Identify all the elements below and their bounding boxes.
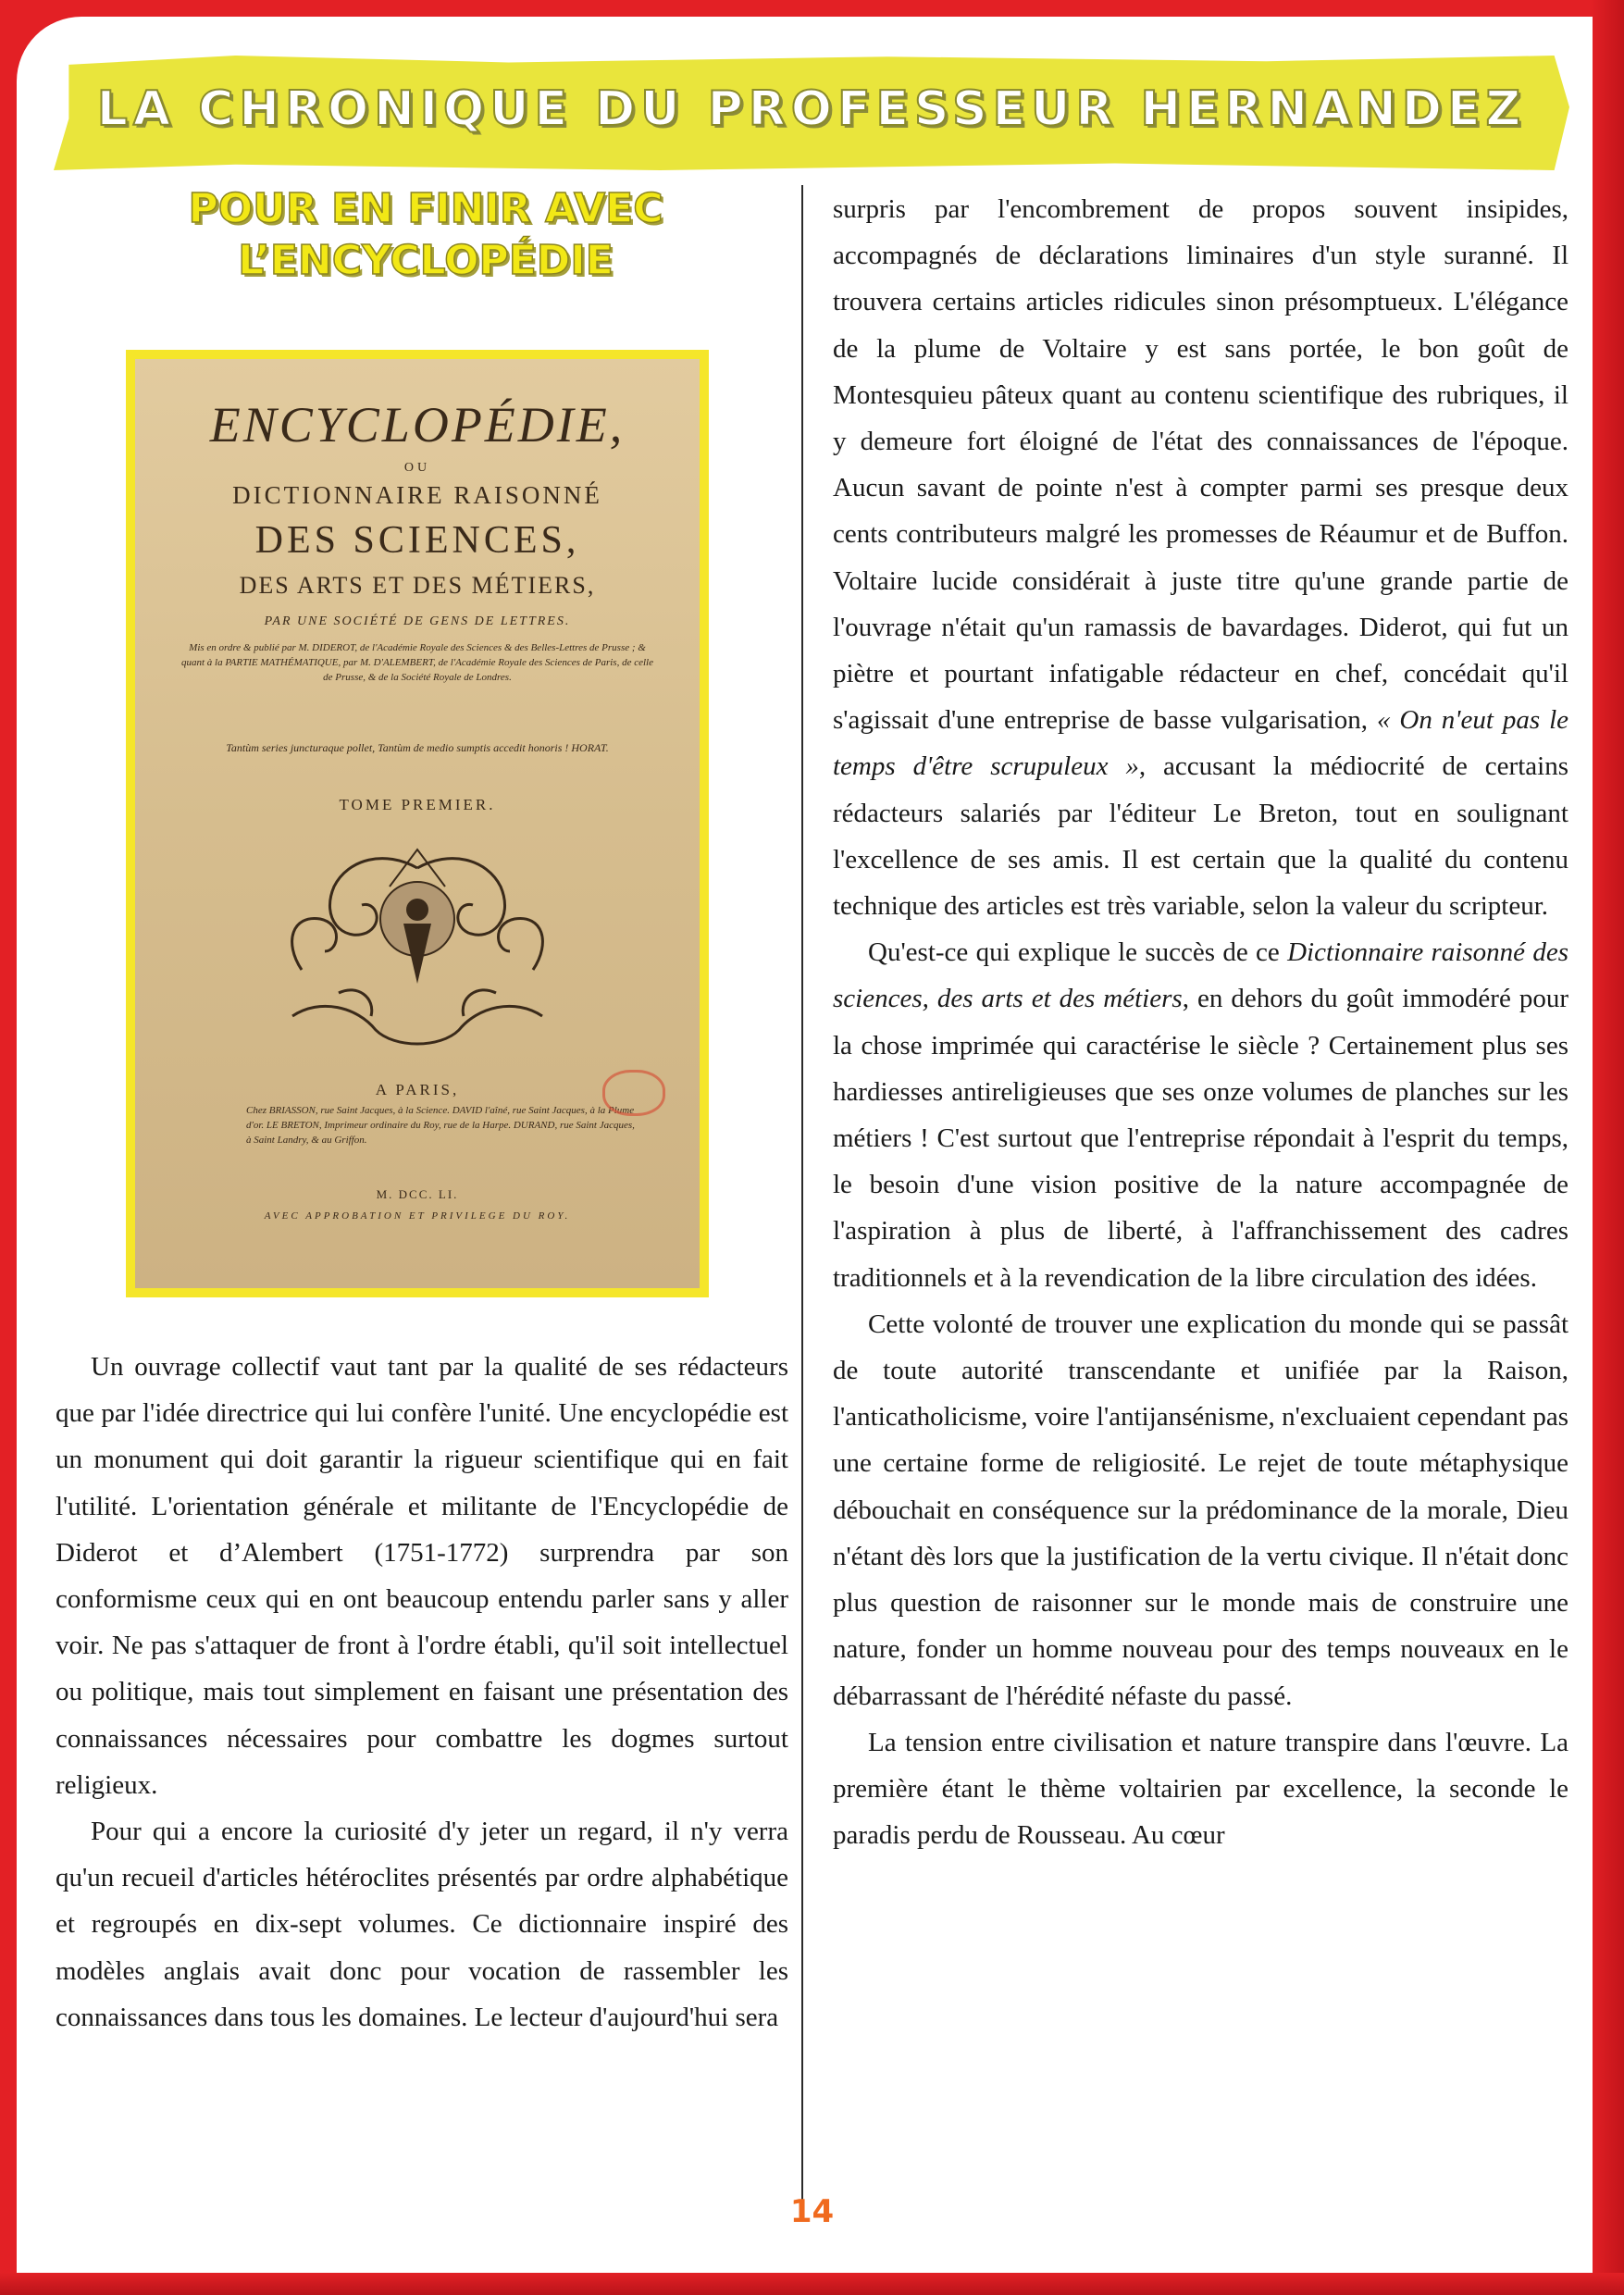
page-number: 14 — [789, 2193, 835, 2230]
encyclopedie-title-page-image — [135, 359, 700, 1288]
text-run: Qu'est-ce qui explique le succès de ce — [868, 937, 1280, 968]
left-column — [56, 1344, 788, 2041]
plate-line-sciences: DES SCIENCES, — [254, 519, 580, 562]
plate-motto: Tantùm series juncturaque pollet, Tantùm de medio sumptis accedit honoris ! HORAT. — [226, 741, 609, 754]
paragraph: Un ouvrage collectif vaut tant par la qualité de ses rédacteurs que par l'idée directrice qui lui confère l'unité. Une encyclopédie est un monument qui doit garantir la rigueur scientifique qui en fait l'utilité. L'orientation générale et militante de l'Encyclopédie de Diderot et d’Alembert (1751-1772) surprendra par son conformisme ceux qui en ont beaucoup entendu parler sans y aller voir. Ne pas s'attaquer de front à l'ordre établi, qu'il soit intellectuel ou politique, mais tout simplement en faisant une présentation des connaissances nécessaires pour combattre les dogmes surtout religieux. — [56, 1352, 788, 1800]
paragraph: La tension entre civilisation et nature transpire dans l'œuvre. La première étant le thème voltairien par excellence, la seconde le paradis perdu de Rousseau. Au cœur — [833, 1727, 1568, 1851]
banner-title: LA CHRONIQUE DU PROFESSEUR HERNANDEZ — [96, 81, 1527, 137]
plate-line-societe: PAR UNE SOCIÉTÉ DE GENS DE LETTRES. — [264, 614, 571, 628]
paragraph: Pour qui a encore la curiosité d'y jeter un regard, il n'y verra qu'un recueil d'articles hétéroclites présentés par ordre alphabétique et regroupés en dix-sept volumes. Ce dictionnaire inspiré des modèles anglais avait donc pour vocation de rassembler les connaissances dans tous les domaines. Le lecteur d'aujourd'hui sera — [56, 1817, 788, 2032]
frame-bottom-edge — [0, 2273, 1624, 2295]
text-run: , accusant la médiocrité de certains rédacteurs salariés par l'éditeur Le Breton, tout en soulignant l'excellence de ses amis. Il est certain que la qualité du contenu technique des articles est très variable, selon la valeur du scripteur. — [833, 751, 1568, 922]
frame-right-edge — [1591, 0, 1624, 2295]
column-divider — [801, 185, 803, 2212]
paragraph — [833, 186, 1568, 929]
right-column — [833, 186, 1568, 1858]
plate-publishers: Chez BRIASSON, rue Saint Jacques, à la Science. DAVID l'aîné, rue Saint Jacques, à la Plume d'or. LE BRETON, Imprimeur ordinaire du Roy, rue de la Harpe. DURAND, rue Saint Jacques, à Saint Landry, & au Griffon. — [246, 1105, 635, 1146]
text-run: surpris par l'encombrement de propos souvent insipides, accompagnés de déclarations liminaires d'un style suranné. Il trouvera certains articles ridicules sinon présomptueux. L'élégance de la plume de Voltaire y est sans portée, le bon goût de Montesquieu pâteux quant au contenu scientifique des rubriques, il y demeure fort éloigné de l'état des connaissances de l'époque. Aucun savant de pointe n'est à compter parmi ses presque deux cents contributeurs malgré les promesses de Réaumur et de Buffon. Voltaire lucide considérait à juste titre qu'une grande partie de l'ouvrage n'était qu'un ramassis de bavardages. Diderot, qui fut un piètre et pourtant infatigable rédacteur en chef, concédait qu'il s'agissait d'une entreprise de basse vulgarisation, — [833, 194, 1568, 736]
plate-place: A PARIS, — [375, 1081, 460, 1098]
book-title: Dictionnaire raisonné des sciences, des arts et des métiers — [833, 937, 1568, 1014]
paragraph — [833, 929, 1568, 1301]
quote: « On n'eut pas le temps d'être scrupuleux » — [833, 705, 1568, 782]
plate-title: ENCYCLOPÉDIE, — [209, 397, 626, 453]
plate-privilege: AVEC APPROBATION ET PRIVILEGE DU ROY. — [264, 1210, 571, 1222]
plate-line-dictionnaire: DICTIONNAIRE RAISONNÉ — [232, 481, 602, 509]
library-stamp-icon — [602, 1070, 665, 1116]
plate-ou: OU — [403, 461, 431, 475]
plate-line-arts: DES ARTS ET DES MÉTIERS, — [239, 572, 596, 599]
text-run: , en dehors du goût immodéré pour la chose imprimée qui caractérise le siècle ? Certainement plus ses hardiesses antireligieuses que ses onze volumes de planches sur les métiers ! C'est surtout que l'entreprise répondait à l'esprit du temps, le besoin d'une vision positive de la nature accompagnée de l'aspiration à plus de liberté, à l'affranchissement des cadres traditionnels et à la revendication de la libre circulation des idées. — [833, 984, 1568, 1293]
article-title: POUR EN FINIR AVEC L’ENCYCLOPÉDIE — [188, 185, 663, 284]
plate-fine-print: Mis en ordre & publié par M. DIDEROT, de l'Académie Royale des Sciences & des Belles-Lettres de Prusse ; & quant à la PARTIE MATHÉMATIQUE, par M. D'ALEMBERT, de l'Académie Royale des Sciences de Paris, de celle de Prusse, & de la Société Royale de Londres. — [181, 642, 653, 683]
plate-tome: TOME PREMIER. — [339, 796, 496, 813]
paragraph: Cette volonté de trouver une explication du monde qui se passât de toute autorité transcendante et unifiée par la Raison, l'anticatholicisme, voire l'antijansénisme, n'excluaient cependant pas une certaine forme de religiosité. Le rejet de toute métaphysique débouchait en conséquence sur la prédominance de la morale, Dieu n'étant dès lors que la justification de la vertu civique. Il n'était donc plus question de raisonner sur le monde mais de construire une nature, fonder un homme nouveau pour des temps nouveaux en le débarrassant de l'hérédité néfaste du passé. — [833, 1309, 1568, 1711]
plate-year: M. DCC. LI. — [376, 1187, 459, 1201]
engraved-vignette-icon — [246, 831, 589, 1053]
